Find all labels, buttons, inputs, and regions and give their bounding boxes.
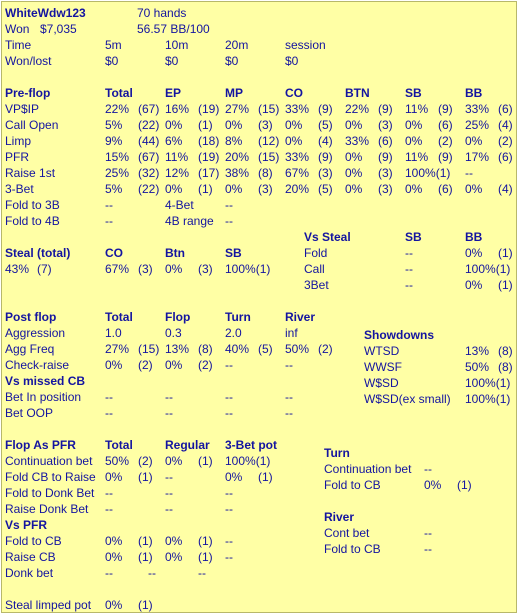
vs-pfr-cell-value: --	[105, 566, 113, 580]
postflop-col-river: River	[285, 310, 316, 324]
turn-value: 0%	[424, 478, 442, 492]
preflop-vpip-btn-value: 22%	[345, 102, 370, 116]
vs-steal-sb-value: --	[405, 262, 413, 276]
vs-pfr-cell-value: --	[225, 550, 233, 564]
preflop-col-co: CO	[285, 86, 303, 100]
flop-pfr-row-label: Fold CB to Raise	[5, 470, 96, 484]
missed-cb-cell-value: --	[285, 390, 293, 404]
time-col-5m: 5m	[105, 38, 122, 52]
preflop-call-open-ep-count: (1)	[198, 118, 213, 132]
postflop-cell-count: (15)	[138, 342, 160, 356]
preflop-3bet-total-count: (22)	[138, 182, 160, 196]
postflop-cell-value: 0%	[105, 358, 123, 372]
preflop-col-ep: EP	[165, 86, 182, 100]
preflop-col-bb: BB	[465, 86, 483, 100]
preflop-vpip-co-value: 33%	[285, 102, 310, 116]
preflop-row-vpip-label: VP$IP	[5, 102, 40, 116]
preflop-raise-1st-bb-value: --	[465, 166, 473, 180]
steal-col-sb: SB	[225, 246, 242, 260]
preflop-limp-ep-value: 6%	[165, 134, 183, 148]
preflop-raise-1st-mp-count: (8)	[258, 166, 273, 180]
time-col-20m: 20m	[225, 38, 249, 52]
preflop-pfr-total-count: (67)	[138, 150, 160, 164]
player-name: WhiteWdw123	[5, 6, 86, 20]
wonlost-session: $0	[285, 54, 299, 68]
flop-pfr-cell-value: --	[105, 502, 113, 516]
4bet-value: --	[225, 198, 233, 212]
showdown-row-label: WTSD	[364, 344, 400, 358]
preflop-call-open-btn-value: 0%	[345, 118, 363, 132]
preflop-pfr-ep-value: 11%	[165, 150, 189, 164]
showdown-value: 100%(1)	[465, 392, 511, 406]
preflop-pfr-co-value: 33%	[285, 150, 310, 164]
wonlost-5m: $0	[105, 54, 119, 68]
vs-pfr-cell-count: (1)	[198, 550, 213, 564]
preflop-raise-1st-ep-value: 12%	[165, 166, 190, 180]
flop-pfr-cell-value: 0%	[225, 470, 243, 484]
preflop-limp-btn-count: (6)	[378, 134, 393, 148]
postflop-cell-value: 1.0	[105, 326, 122, 340]
postflop-cell-value: inf	[285, 326, 298, 340]
preflop-call-open-sb-value: 0%	[405, 118, 423, 132]
steal-total-count: (7)	[37, 262, 52, 276]
preflop-call-open-ep-value: 0%	[165, 118, 183, 132]
preflop-row-3bet-label: 3-Bet	[5, 182, 34, 196]
preflop-vpip-ep-value: 16%	[165, 102, 190, 116]
vs-steal-bb-count: (1)	[498, 246, 513, 260]
vs-pfr-cell-value: 0%	[105, 550, 123, 564]
flop-pfr-cell-value: --	[165, 486, 173, 500]
postflop-row-label: Agg Freq	[5, 342, 55, 356]
preflop-pfr-bb-value: 17%	[465, 150, 490, 164]
vs-steal-row-label: 3Bet	[304, 278, 329, 292]
postflop-cell-count: (2)	[138, 358, 153, 372]
showdown-count: (8)	[498, 344, 513, 358]
preflop-col-btn: BTN	[345, 86, 370, 100]
steal-limped-count: (1)	[138, 598, 153, 612]
postflop-cell-count: (2)	[318, 342, 333, 356]
preflop-call-open-total-value: 5%	[105, 118, 123, 132]
preflop-row-limp-label: Limp	[5, 134, 32, 148]
preflop-row-raise-1st-label: Raise 1st	[5, 166, 56, 180]
4bet-label: 4-Bet	[165, 198, 194, 212]
steal-total-value: 43%	[5, 262, 30, 276]
missed-cb-cell-value: --	[285, 406, 293, 420]
preflop-3bet-co-count: (5)	[318, 182, 333, 196]
showdown-value: 13%	[465, 344, 490, 358]
preflop-row-call-open-label: Call Open	[5, 118, 59, 132]
preflop-limp-btn-value: 33%	[345, 134, 370, 148]
steal-col-btn: Btn	[165, 246, 185, 260]
vs-pfr-cell-count: (1)	[138, 534, 153, 548]
preflop-vpip-sb-value: 11%	[405, 102, 429, 116]
steal-limped-label: Steal limped pot	[5, 598, 92, 612]
vs-steal-bb-value: 0%	[465, 246, 483, 260]
preflop-pfr-sb-count: (9)	[438, 150, 453, 164]
vs-steal-row-label: Fold	[304, 246, 328, 260]
postflop-col-turn: Turn	[225, 310, 251, 324]
missed-cb-row-label: Bet In position	[5, 390, 82, 404]
preflop-call-open-bb-count: (4)	[498, 118, 513, 132]
bb-per-100: 56.57 BB/100	[137, 22, 210, 36]
hand-count: 70 hands	[137, 6, 187, 20]
vs-steal-bb-value: 100%(1)	[465, 262, 511, 276]
wonlost-10m: $0	[165, 54, 179, 68]
preflop-col-mp: MP	[225, 86, 243, 100]
steal-btn-value: 0%	[165, 262, 183, 276]
preflop-limp-mp-value: 8%	[225, 134, 243, 148]
preflop-raise-1st-co-value: 67%	[285, 166, 310, 180]
flop-pfr-cell-value: --	[225, 486, 233, 500]
turn-row-label: Continuation bet	[324, 462, 412, 476]
preflop-vpip-mp-value: 27%	[225, 102, 250, 116]
won-label: Won	[5, 22, 30, 36]
preflop-limp-bb-value: 0%	[465, 134, 483, 148]
preflop-3bet-btn-count: (3)	[378, 182, 393, 196]
vs-steal-bb-count: (1)	[498, 278, 513, 292]
vs-pfr-row-label: Raise CB	[5, 550, 56, 564]
vs-steal-title: Vs Steal	[304, 230, 351, 244]
steal-limped-value: 0%	[105, 598, 123, 612]
preflop-col-sb: SB	[405, 86, 422, 100]
flop-pfr-cell-value: --	[105, 486, 113, 500]
preflop-pfr-sb-value: 11%	[405, 150, 429, 164]
vs-pfr-row-label: Fold to CB	[5, 534, 62, 548]
steal-col-co: CO	[105, 246, 123, 260]
time-col-session: session	[285, 38, 326, 52]
river-row-label: Fold to CB	[324, 542, 381, 556]
vs-steal-sb-value: --	[405, 246, 413, 260]
4b-range-value: --	[225, 214, 233, 228]
preflop-pfr-co-count: (9)	[318, 150, 333, 164]
postflop-row-label: Check-raise	[5, 358, 70, 372]
preflop-3bet-ep-count: (1)	[198, 182, 213, 196]
flop-pfr-col-regular: Regular	[165, 438, 210, 452]
preflop-pfr-btn-count: (9)	[378, 150, 393, 164]
postflop-cell-value: 50%	[285, 342, 310, 356]
vs-pfr-title: Vs PFR	[5, 518, 48, 532]
postflop-cell-value: 0.3	[165, 326, 182, 340]
preflop-title: Pre-flop	[5, 86, 51, 100]
preflop-raise-1st-sb-value: 100%(1)	[405, 166, 451, 180]
preflop-3bet-bb-count: (4)	[498, 182, 513, 196]
preflop-vpip-total-count: (67)	[138, 102, 160, 116]
preflop-pfr-mp-count: (15)	[258, 150, 280, 164]
preflop-pfr-total-value: 15%	[105, 150, 130, 164]
flop-pfr-col-total: Total	[105, 438, 133, 452]
missed-cb-cell-value: --	[105, 390, 113, 404]
preflop-call-open-btn-count: (3)	[378, 118, 393, 132]
vs-steal-bb-value: 0%	[465, 278, 483, 292]
vs-pfr-cell-count: (1)	[198, 534, 213, 548]
flop-pfr-cell-value: --	[225, 502, 233, 516]
postflop-cell-value: --	[285, 358, 293, 372]
preflop-3bet-total-value: 5%	[105, 182, 123, 196]
preflop-raise-1st-total-value: 25%	[105, 166, 130, 180]
time-col-10m: 10m	[165, 38, 189, 52]
fold-to-3b-label: Fold to 3B	[5, 198, 60, 212]
flop-pfr-cell-value: 100%(1)	[225, 454, 271, 468]
postflop-title: Post flop	[5, 310, 57, 324]
preflop-raise-1st-co-count: (3)	[318, 166, 333, 180]
preflop-pfr-mp-value: 20%	[225, 150, 250, 164]
preflop-3bet-mp-count: (3)	[258, 182, 273, 196]
river-title: River	[324, 510, 355, 524]
missed-cb-cell-value: --	[165, 406, 173, 420]
flop-pfr-cell-count: (1)	[138, 470, 153, 484]
preflop-vpip-sb-count: (9)	[438, 102, 453, 116]
preflop-3bet-bb-value: 0%	[465, 182, 483, 196]
vs-pfr-cell-value: --	[148, 566, 156, 580]
turn-row-label: Fold to CB	[324, 478, 381, 492]
preflop-call-open-bb-value: 25%	[465, 118, 490, 132]
flop-as-pfr-title: Flop As PFR	[5, 438, 76, 452]
showdown-row-label: W$SD	[364, 376, 399, 390]
preflop-limp-co-count: (4)	[318, 134, 333, 148]
vs-steal-col-sb: SB	[405, 230, 422, 244]
missed-cb-cell-value: --	[105, 406, 113, 420]
preflop-raise-1st-btn-count: (3)	[378, 166, 393, 180]
won-value: $7,035	[40, 22, 77, 36]
preflop-pfr-bb-count: (6)	[498, 150, 513, 164]
postflop-cell-value: 2.0	[225, 326, 242, 340]
fold-to-3b-total: --	[105, 198, 113, 212]
preflop-vpip-bb-count: (6)	[498, 102, 513, 116]
preflop-3bet-ep-value: 0%	[165, 182, 183, 196]
showdown-value: 50%	[465, 360, 490, 374]
vs-steal-sb-value: --	[405, 278, 413, 292]
preflop-call-open-mp-count: (3)	[258, 118, 273, 132]
flop-pfr-cell-value: --	[165, 470, 173, 484]
preflop-3bet-sb-value: 0%	[405, 182, 423, 196]
steal-co-value: 67%	[105, 262, 130, 276]
turn-value: --	[424, 462, 432, 476]
postflop-col-flop: Flop	[165, 310, 191, 324]
preflop-vpip-co-count: (9)	[318, 102, 333, 116]
preflop-vpip-total-value: 22%	[105, 102, 130, 116]
postflop-cell-value: 40%	[225, 342, 250, 356]
preflop-col-total: Total	[105, 86, 133, 100]
steal-co-count: (3)	[138, 262, 153, 276]
preflop-vpip-mp-count: (15)	[258, 102, 280, 116]
vs-pfr-cell-value: 0%	[165, 550, 183, 564]
river-value: --	[424, 542, 432, 556]
vs-missed-cb-title: Vs missed CB	[5, 374, 86, 388]
preflop-raise-1st-btn-value: 0%	[345, 166, 363, 180]
turn-title: Turn	[324, 446, 350, 460]
preflop-call-open-total-count: (22)	[138, 118, 160, 132]
preflop-limp-total-count: (44)	[138, 134, 160, 148]
preflop-raise-1st-total-count: (32)	[138, 166, 160, 180]
showdown-value: 100%(1)	[465, 376, 511, 390]
flop-pfr-cell-count: (1)	[258, 470, 273, 484]
preflop-pfr-btn-value: 0%	[345, 150, 363, 164]
steal-btn-count: (3)	[198, 262, 213, 276]
preflop-raise-1st-ep-count: (17)	[198, 166, 220, 180]
showdowns-title: Showdowns	[364, 328, 434, 342]
hud-stats-panel	[1, 1, 517, 613]
postflop-col-total: Total	[105, 310, 133, 324]
postflop-cell-count: (5)	[258, 342, 273, 356]
preflop-call-open-co-count: (5)	[318, 118, 333, 132]
missed-cb-cell-value: --	[225, 390, 233, 404]
preflop-limp-co-value: 0%	[285, 134, 303, 148]
missed-cb-cell-value: --	[165, 390, 173, 404]
preflop-row-pfr-label: PFR	[5, 150, 29, 164]
flop-pfr-cell-value: 50%	[105, 454, 130, 468]
showdown-row-label: W$SD(ex small)	[364, 392, 451, 406]
vs-steal-col-bb: BB	[465, 230, 483, 244]
missed-cb-row-label: Bet OOP	[5, 406, 54, 420]
preflop-raise-1st-mp-value: 38%	[225, 166, 250, 180]
river-row-label: Cont bet	[324, 526, 370, 540]
preflop-3bet-sb-count: (6)	[438, 182, 453, 196]
flop-pfr-cell-count: (1)	[198, 454, 213, 468]
preflop-3bet-btn-value: 0%	[345, 182, 363, 196]
postflop-row-label: Aggression	[5, 326, 66, 340]
flop-pfr-cell-value: 0%	[105, 470, 123, 484]
showdown-count: (8)	[498, 360, 513, 374]
vs-pfr-cell-value: --	[225, 534, 233, 548]
vs-pfr-cell-count: (1)	[138, 550, 153, 564]
preflop-vpip-btn-count: (9)	[378, 102, 393, 116]
vs-pfr-cell-value: 0%	[105, 534, 123, 548]
postflop-cell-value: 27%	[105, 342, 130, 356]
vs-pfr-row-label: Donk bet	[5, 566, 54, 580]
postflop-cell-count: (2)	[198, 358, 213, 372]
turn-count: (1)	[457, 478, 472, 492]
postflop-cell-count: (8)	[198, 342, 213, 356]
preflop-vpip-bb-value: 33%	[465, 102, 490, 116]
time-label: Time	[5, 38, 32, 52]
vs-steal-row-label: Call	[304, 262, 325, 276]
flop-pfr-row-label: Raise Donk Bet	[5, 502, 89, 516]
vs-pfr-cell-value: --	[198, 566, 206, 580]
preflop-call-open-mp-value: 0%	[225, 118, 243, 132]
preflop-pfr-ep-count: (19)	[198, 150, 220, 164]
flop-pfr-cell-value: --	[165, 502, 173, 516]
wonlost-label: Won/lost	[5, 54, 52, 68]
showdown-row-label: WWSF	[364, 360, 402, 374]
flop-pfr-cell-value: 0%	[165, 454, 183, 468]
preflop-limp-total-value: 9%	[105, 134, 123, 148]
flop-pfr-row-label: Fold to Donk Bet	[5, 486, 95, 500]
river-value: --	[424, 526, 432, 540]
flop-pfr-cell-count: (2)	[138, 454, 153, 468]
preflop-vpip-ep-count: (19)	[198, 102, 220, 116]
4b-range-label: 4B range	[165, 214, 214, 228]
fold-to-4b-label: Fold to 4B	[5, 214, 60, 228]
missed-cb-cell-value: --	[225, 406, 233, 420]
steal-total-title: Steal (total)	[5, 246, 71, 260]
fold-to-4b-total: --	[105, 214, 113, 228]
preflop-limp-mp-count: (12)	[258, 134, 280, 148]
preflop-call-open-co-value: 0%	[285, 118, 303, 132]
vs-pfr-cell-value: 0%	[165, 534, 183, 548]
preflop-limp-ep-count: (18)	[198, 134, 220, 148]
postflop-cell-value: 13%	[165, 342, 190, 356]
preflop-call-open-sb-count: (6)	[438, 118, 453, 132]
flop-pfr-row-label: Continuation bet	[5, 454, 93, 468]
preflop-3bet-mp-value: 0%	[225, 182, 243, 196]
wonlost-20m: $0	[225, 54, 239, 68]
postflop-cell-value: 0%	[165, 358, 183, 372]
flop-pfr-col-3bet-pot: 3-Bet pot	[225, 438, 277, 452]
preflop-limp-sb-value: 0%	[405, 134, 423, 148]
preflop-limp-bb-count: (2)	[498, 134, 513, 148]
postflop-cell-value: --	[225, 358, 233, 372]
steal-sb-value: 100%(1)	[225, 262, 271, 276]
preflop-limp-sb-count: (2)	[438, 134, 453, 148]
preflop-3bet-co-value: 20%	[285, 182, 310, 196]
